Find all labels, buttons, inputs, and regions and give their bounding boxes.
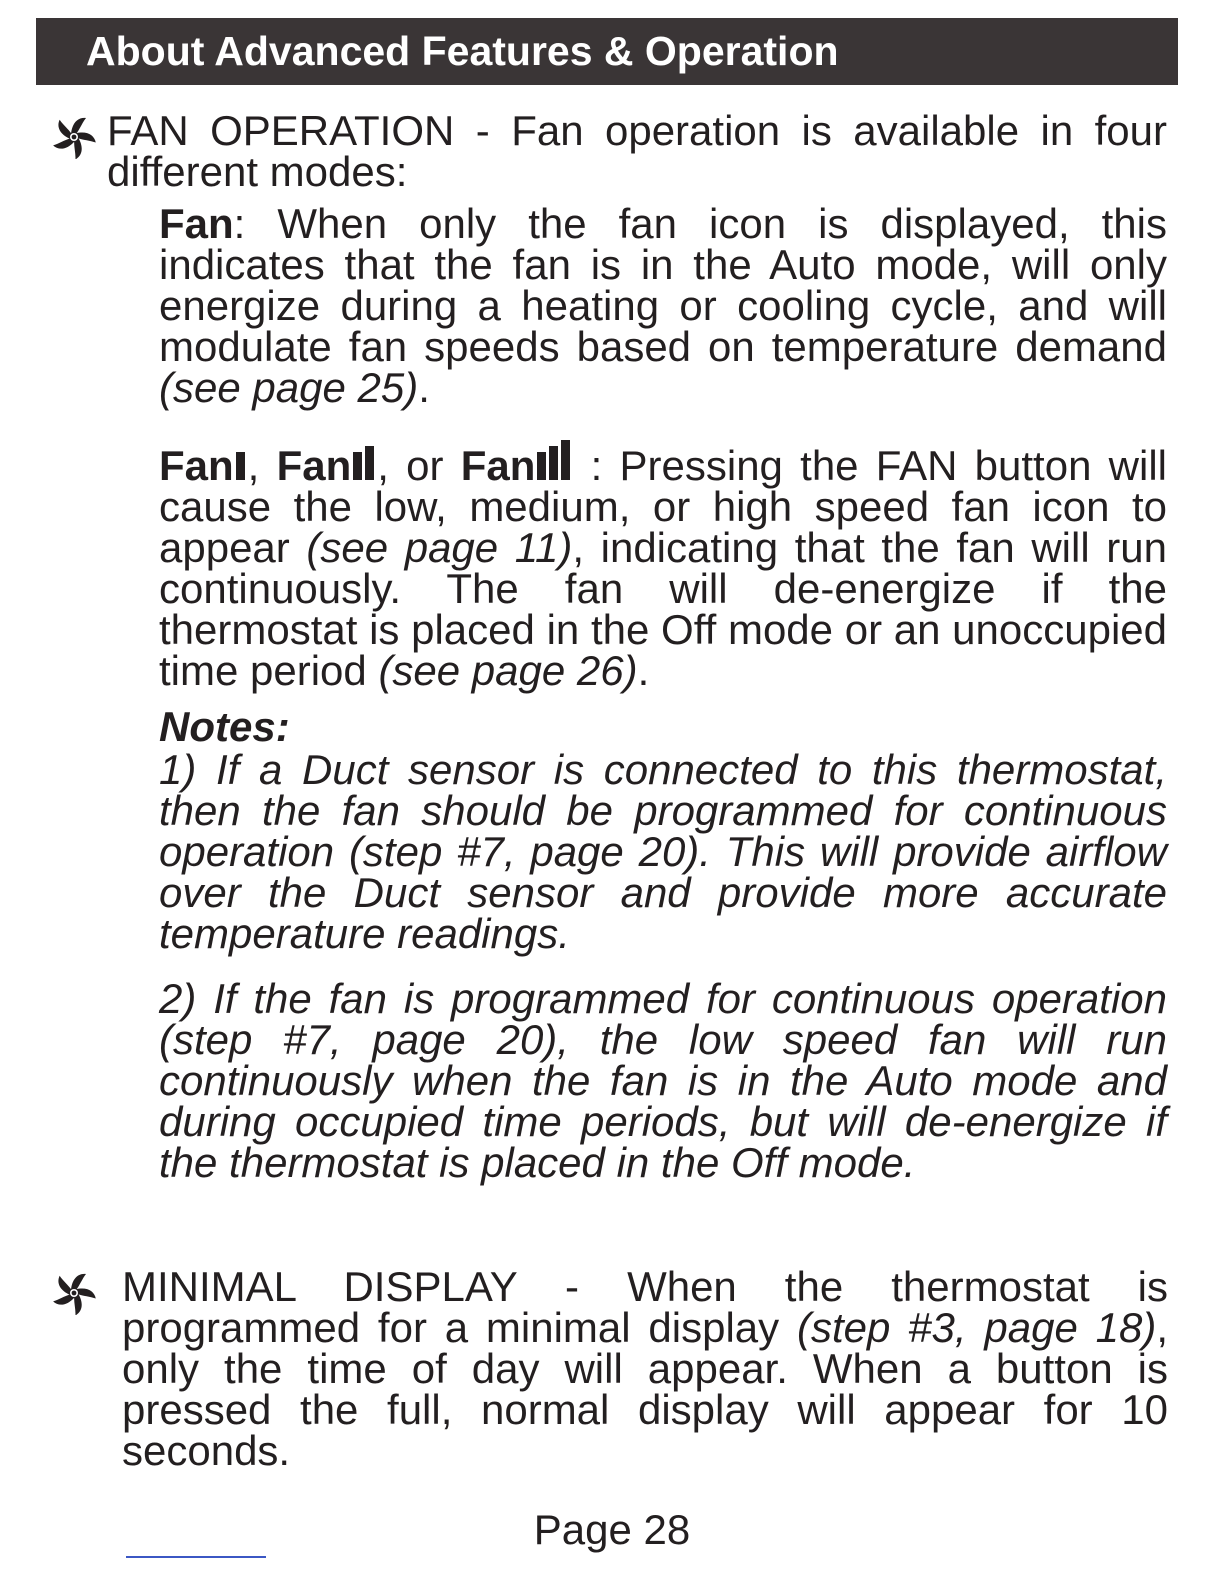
- fan-continuous-text-2: , indicating that the fan will run continuously. The fan will de-energize if the thermostat is placed in the Off mode or an unoccupied time period: [159, 524, 1167, 694]
- notes-heading: [159, 703, 1167, 750]
- section-header-title: About Advanced Features & Operation: [86, 28, 839, 74]
- footer-divider: [126, 1556, 266, 1558]
- fan-auto-mode-paragraph: [159, 200, 1167, 411]
- fan-operation-intro-text: - Fan operation is available in four different modes:: [107, 107, 1167, 195]
- fan-auto-page-ref: (see page 25): [159, 364, 419, 411]
- note-2: [159, 975, 1167, 1186]
- minimal-display-page-ref: (step #3, page 18): [796, 1304, 1157, 1351]
- fan-continuous-page-ref-1: (see page 11): [306, 524, 573, 571]
- note-1: [159, 746, 1167, 957]
- notes-heading-text: Notes:: [159, 703, 290, 750]
- minimal-display-text-2: , only the time of day will appear. When a button is pressed the full, normal display will appear for 10 seconds.: [122, 1304, 1169, 1474]
- fan-continuous-page-ref-2: (see page 26): [378, 647, 638, 694]
- fan-operation-intro: [107, 107, 1167, 195]
- fan-high-speed-icon: [537, 440, 573, 486]
- page-number: Page 28: [533, 1506, 691, 1553]
- fan-medium-label: Fan: [276, 442, 352, 489]
- minimal-display-paragraph: [122, 1263, 1169, 1474]
- fan-auto-colon: :: [233, 200, 246, 247]
- note-2-text: 2) If the fan is programmed for continuous operation (step #7, page 20), the low speed fan will run continuously when the fan is in the Auto mode and during occupied time periods, but will de-energize if the thermostat is placed in the Off mode.: [159, 975, 1167, 1186]
- fan-continuous-text-1: : Pressing the FAN button will cause the low, medium, or high speed fan icon to appear: [159, 442, 1167, 571]
- fan-sep-1: ,: [247, 442, 277, 489]
- fan-pinwheel-icon: [52, 115, 96, 159]
- note-1-text: 1) If a Duct sensor is connected to this thermostat, then the fan should be programmed for continuous operation (step #7, page 20). This will provide airflow over the Duct sensor and provide more accurate temperature readings.: [159, 746, 1167, 957]
- minimal-display-text-1: - When the thermostat is programmed for a minimal display: [122, 1263, 1168, 1351]
- fan-continuous-paragraph: [159, 440, 1167, 694]
- minimal-display-heading: MINIMAL DISPLAY: [122, 1263, 518, 1310]
- fan-pinwheel-icon: [52, 1271, 96, 1315]
- fan-low-label: Fan: [159, 442, 234, 489]
- fan-high-label: Fan: [460, 442, 536, 489]
- fan-auto-text: When only the fan icon is displayed, this indicates that the fan is in the Auto mode, will only energize during a heating or cooling cycle, and will modulate fan speeds based on temperature demand: [159, 200, 1167, 370]
- fan-low-speed-icon: [236, 445, 248, 486]
- fan-operation-heading: FAN OPERATION: [107, 107, 455, 154]
- fan-sep-2: , or: [377, 442, 461, 489]
- section-header: [36, 18, 1178, 85]
- fan-continuous-end: .: [637, 647, 650, 694]
- fan-auto-label: Fan: [159, 200, 234, 247]
- fan-medium-speed-icon: [353, 445, 377, 486]
- fan-auto-end: .: [418, 364, 430, 411]
